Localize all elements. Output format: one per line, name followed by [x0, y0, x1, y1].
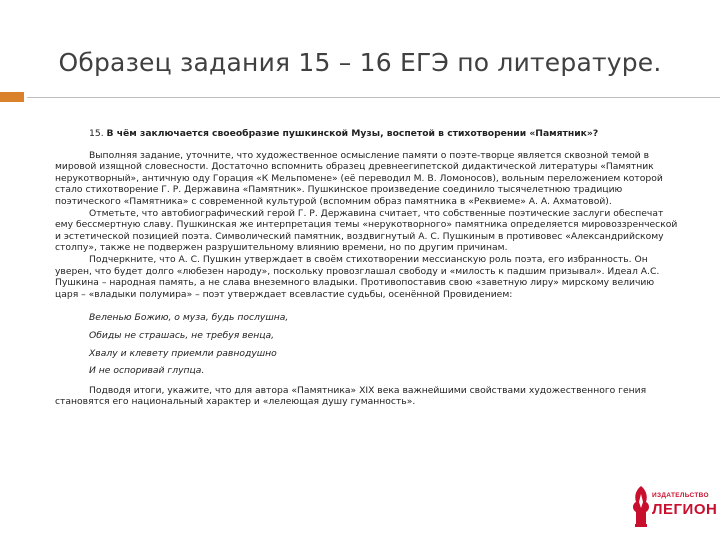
brand-name: ЛЕГИОН: [652, 501, 718, 518]
question-text: В чём заключается своеобразие пушкинской Музы, воспетой в стихотворении «Памятник»?: [106, 128, 599, 139]
legion-emblem-icon: [628, 484, 654, 528]
question-number: 15.: [89, 128, 104, 139]
title-divider: [27, 97, 720, 98]
legion-logo: [628, 484, 718, 530]
paragraph: Выполняя задание, уточните, что художественное осмысление памяти о поэте-творце является сквозной темой в мировой изящной словесности. Достаточно вспомнить образец древнеегипетской дидактической литературы «Памятник нерукотворный», античную оду Горация «К Мельпомене» (её переводил М. В. Ломоносов), вольным переложением которой стало стихотворение Г. Р. Державина «Памятник». Пушкинское произведение соединило тысячелетнюю традицию поэтического «Памятника» с современной культурой (вспомним образ памятника в «Реквиеме» А. А. Ахматовой).: [55, 149, 663, 207]
conclusion-paragraph: Подводя итоги, укажите, что для автора «Памятника» XIX века важнейшими свойствами художественного гения становятся его национальный характер и «лелеющая душу гуманность».: [55, 384, 647, 408]
publisher-label: ИЗДАТЕЛЬСТВО: [652, 492, 709, 499]
paragraph: Подчеркните, что А. С. Пушкин утверждает в своём стихотворении мессианскую роль поэта, его избранность. Он уверен, что будет долго «любезен народу», поскольку провозглашал свободу и «милость к падшим призывал». Идеал А.С. Пушкина – народная память, а не слава внеземного владыки. Противопоставив свою «заветную лиру» мирскому величию царя – «владыки полумира» – поэт утверждает всевластие судьбы, осенённой Провидением:: [55, 253, 660, 300]
verse-quote: [55, 312, 680, 376]
page-title: Образец задания 15 – 16 ЕГЭ по литературе.: [58, 48, 662, 77]
verse-line: Веленью Божию, о муза, будь послушна,: [89, 312, 289, 324]
verse-line: И не оспоривай глупца.: [89, 365, 205, 377]
question: [55, 128, 680, 140]
verse-line: Хвалу и клевету приемли равнодушно: [89, 347, 277, 359]
paragraph: Отметьте, что автобиографический герой Г. Р. Державина считает, что собственные поэтические заслуги обеспечат ему бессмертную славу. Пушкинская же интерпретация темы «нерукотворного» памятника определяется мировоззренческой и эстетической позицией поэта. Символический памятник, воздвигнутый А. С. Пушкиным в противовес «Александрийскому столпу», также не подвержен разрушительному влиянию времени, но по другим причинам.: [55, 207, 678, 254]
task-body: [55, 128, 680, 408]
verse-line: Обиды не страшась, не требуя венца,: [89, 329, 275, 341]
title-accent-bar: [0, 92, 24, 102]
